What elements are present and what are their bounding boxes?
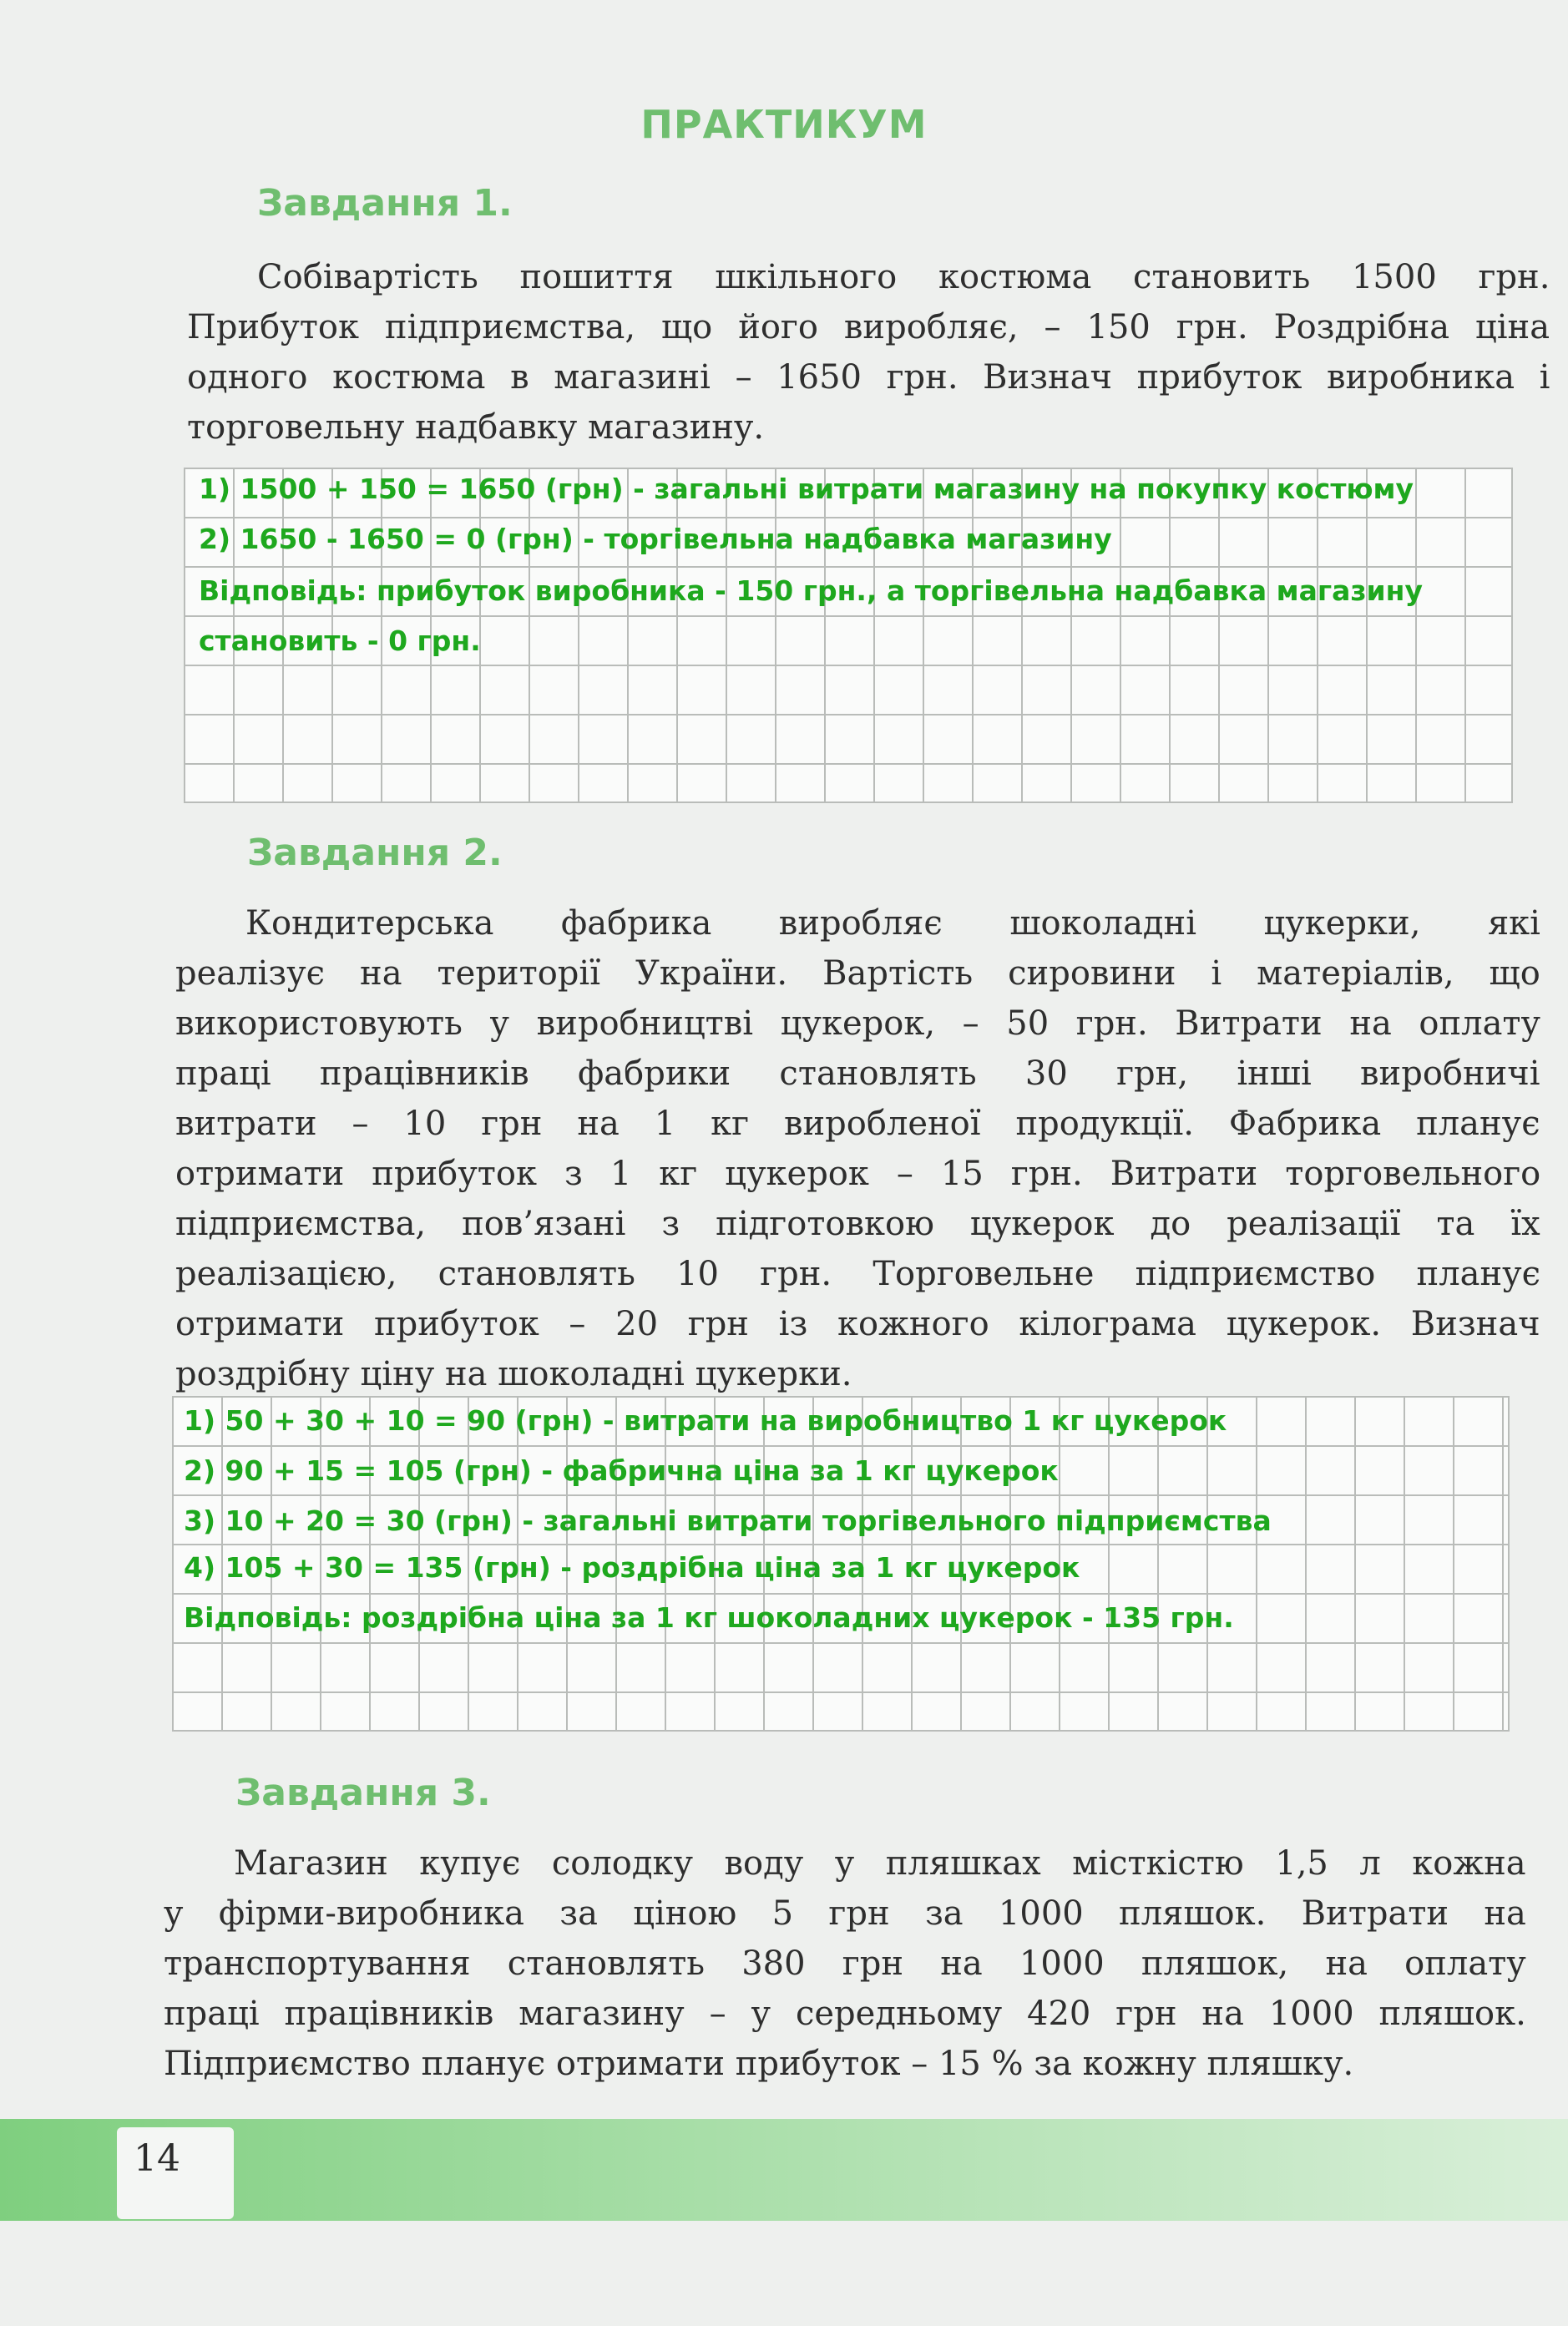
task-1-answer-line: Відповідь: прибуток виробника - 150 грн., а торгівельна надбавка магазину (199, 574, 1423, 607)
footer-margin (0, 2221, 1568, 2326)
task-1-text-line: Прибуток підприємства, що його виробляє, – 150 грн. Роздрібна ціна (187, 308, 1550, 346)
task-2-heading: Завдання 2. (247, 832, 503, 874)
task-1-text-line: одного костюма в магазині – 1650 грн. Визнач прибуток виробника і (187, 358, 1550, 397)
task-2-text-line: реалізацією, становлять 10 грн. Торговельне підприємство планує (175, 1255, 1541, 1293)
task-3-text (164, 1838, 1526, 2089)
task-3-text-line: Магазин купує солодку воду у пляшках місткістю 1,5 л кожна (234, 1844, 1526, 1883)
task-2-answer-line: 4) 105 + 30 = 135 (грн) - роздрібна ціна за 1 кг цукерок (184, 1551, 1080, 1584)
task-1-answer-line: 2) 1650 - 1650 = 0 (грн) - торгівельна надбавка магазину (199, 523, 1112, 555)
task-2-text-line: Кондитерська фабрика виробляє шоколадні цукерки, які (245, 904, 1540, 943)
task-2-answer-line: Відповідь: роздрібна ціна за 1 кг шоколадних цукерок - 135 грн. (184, 1601, 1234, 1634)
task-2-text-line: витрати – 10 грн на 1 кг виробленої продукції. Фабрика планує (175, 1105, 1540, 1143)
task-1-answer-line: становить - 0 грн. (199, 624, 481, 657)
task-2-text-line: отримати прибуток з 1 кг цукерок – 15 грн. Витрати торговельного (175, 1155, 1541, 1193)
task-2-text-line: використовують у виробництві цукерок, – 50 грн. Витрати на оплату (175, 1004, 1541, 1043)
task-2-text-line: отримати прибуток – 20 грн із кожного кілограма цукерок. Визнач (175, 1305, 1540, 1343)
section-title: ПРАКТИКУМ (640, 102, 928, 147)
task-1-heading: Завдання 1. (257, 182, 513, 225)
task-2-text-line: праці працівників фабрики становлять 30 грн, інші виробничі (175, 1054, 1540, 1093)
task-2-answer-line: 2) 90 + 15 = 105 (грн) - фабрична ціна за 1 кг цукерок (184, 1454, 1059, 1487)
task-3-text-line: Підприємство планує отримати прибуток – 15 % за кожну пляшку. (164, 2045, 1354, 2083)
page-number: 14 (134, 2137, 180, 2180)
task-2-text-line: реалізує на території України. Вартість сировини і матеріалів, що (175, 954, 1540, 993)
task-2-text-line: підприємства, пов’язані з підготовкою цукерок до реалізації та їх (175, 1205, 1540, 1243)
task-2-text (175, 898, 1540, 1399)
task-3-text-line: у фірми-виробника за ціною 5 грн за 1000 пляшок. Витрати на (164, 1894, 1526, 1933)
task-3-heading: Завдання 3. (235, 1772, 491, 1814)
task-2-text-line: роздрібну ціну на шоколадні цукерки. (175, 1355, 852, 1393)
task-1-text-line: торговельну надбавку магазину. (187, 408, 765, 447)
task-3-text-line: праці працівників магазину – у середньому 420 грн на 1000 пляшок. (164, 1995, 1526, 2033)
task-1-text (187, 252, 1550, 453)
task-2-answer-line: 1) 50 + 30 + 10 = 90 (грн) - витрати на виробництво 1 кг цукерок (184, 1404, 1227, 1437)
task-1-answer-line: 1) 1500 + 150 = 1650 (грн) - загальні витрати магазину на покупку костюму (199, 473, 1414, 505)
task-3-text-line: транспортування становлять 380 грн на 1000 пляшок, на оплату (164, 1944, 1526, 1983)
task-1-text-line: Собівартість пошиття шкільного костюма становить 1500 грн. (257, 258, 1550, 296)
task-2-answer-line: 3) 10 + 20 = 30 (грн) - загальні витрати торгівельного підприємства (184, 1504, 1272, 1537)
